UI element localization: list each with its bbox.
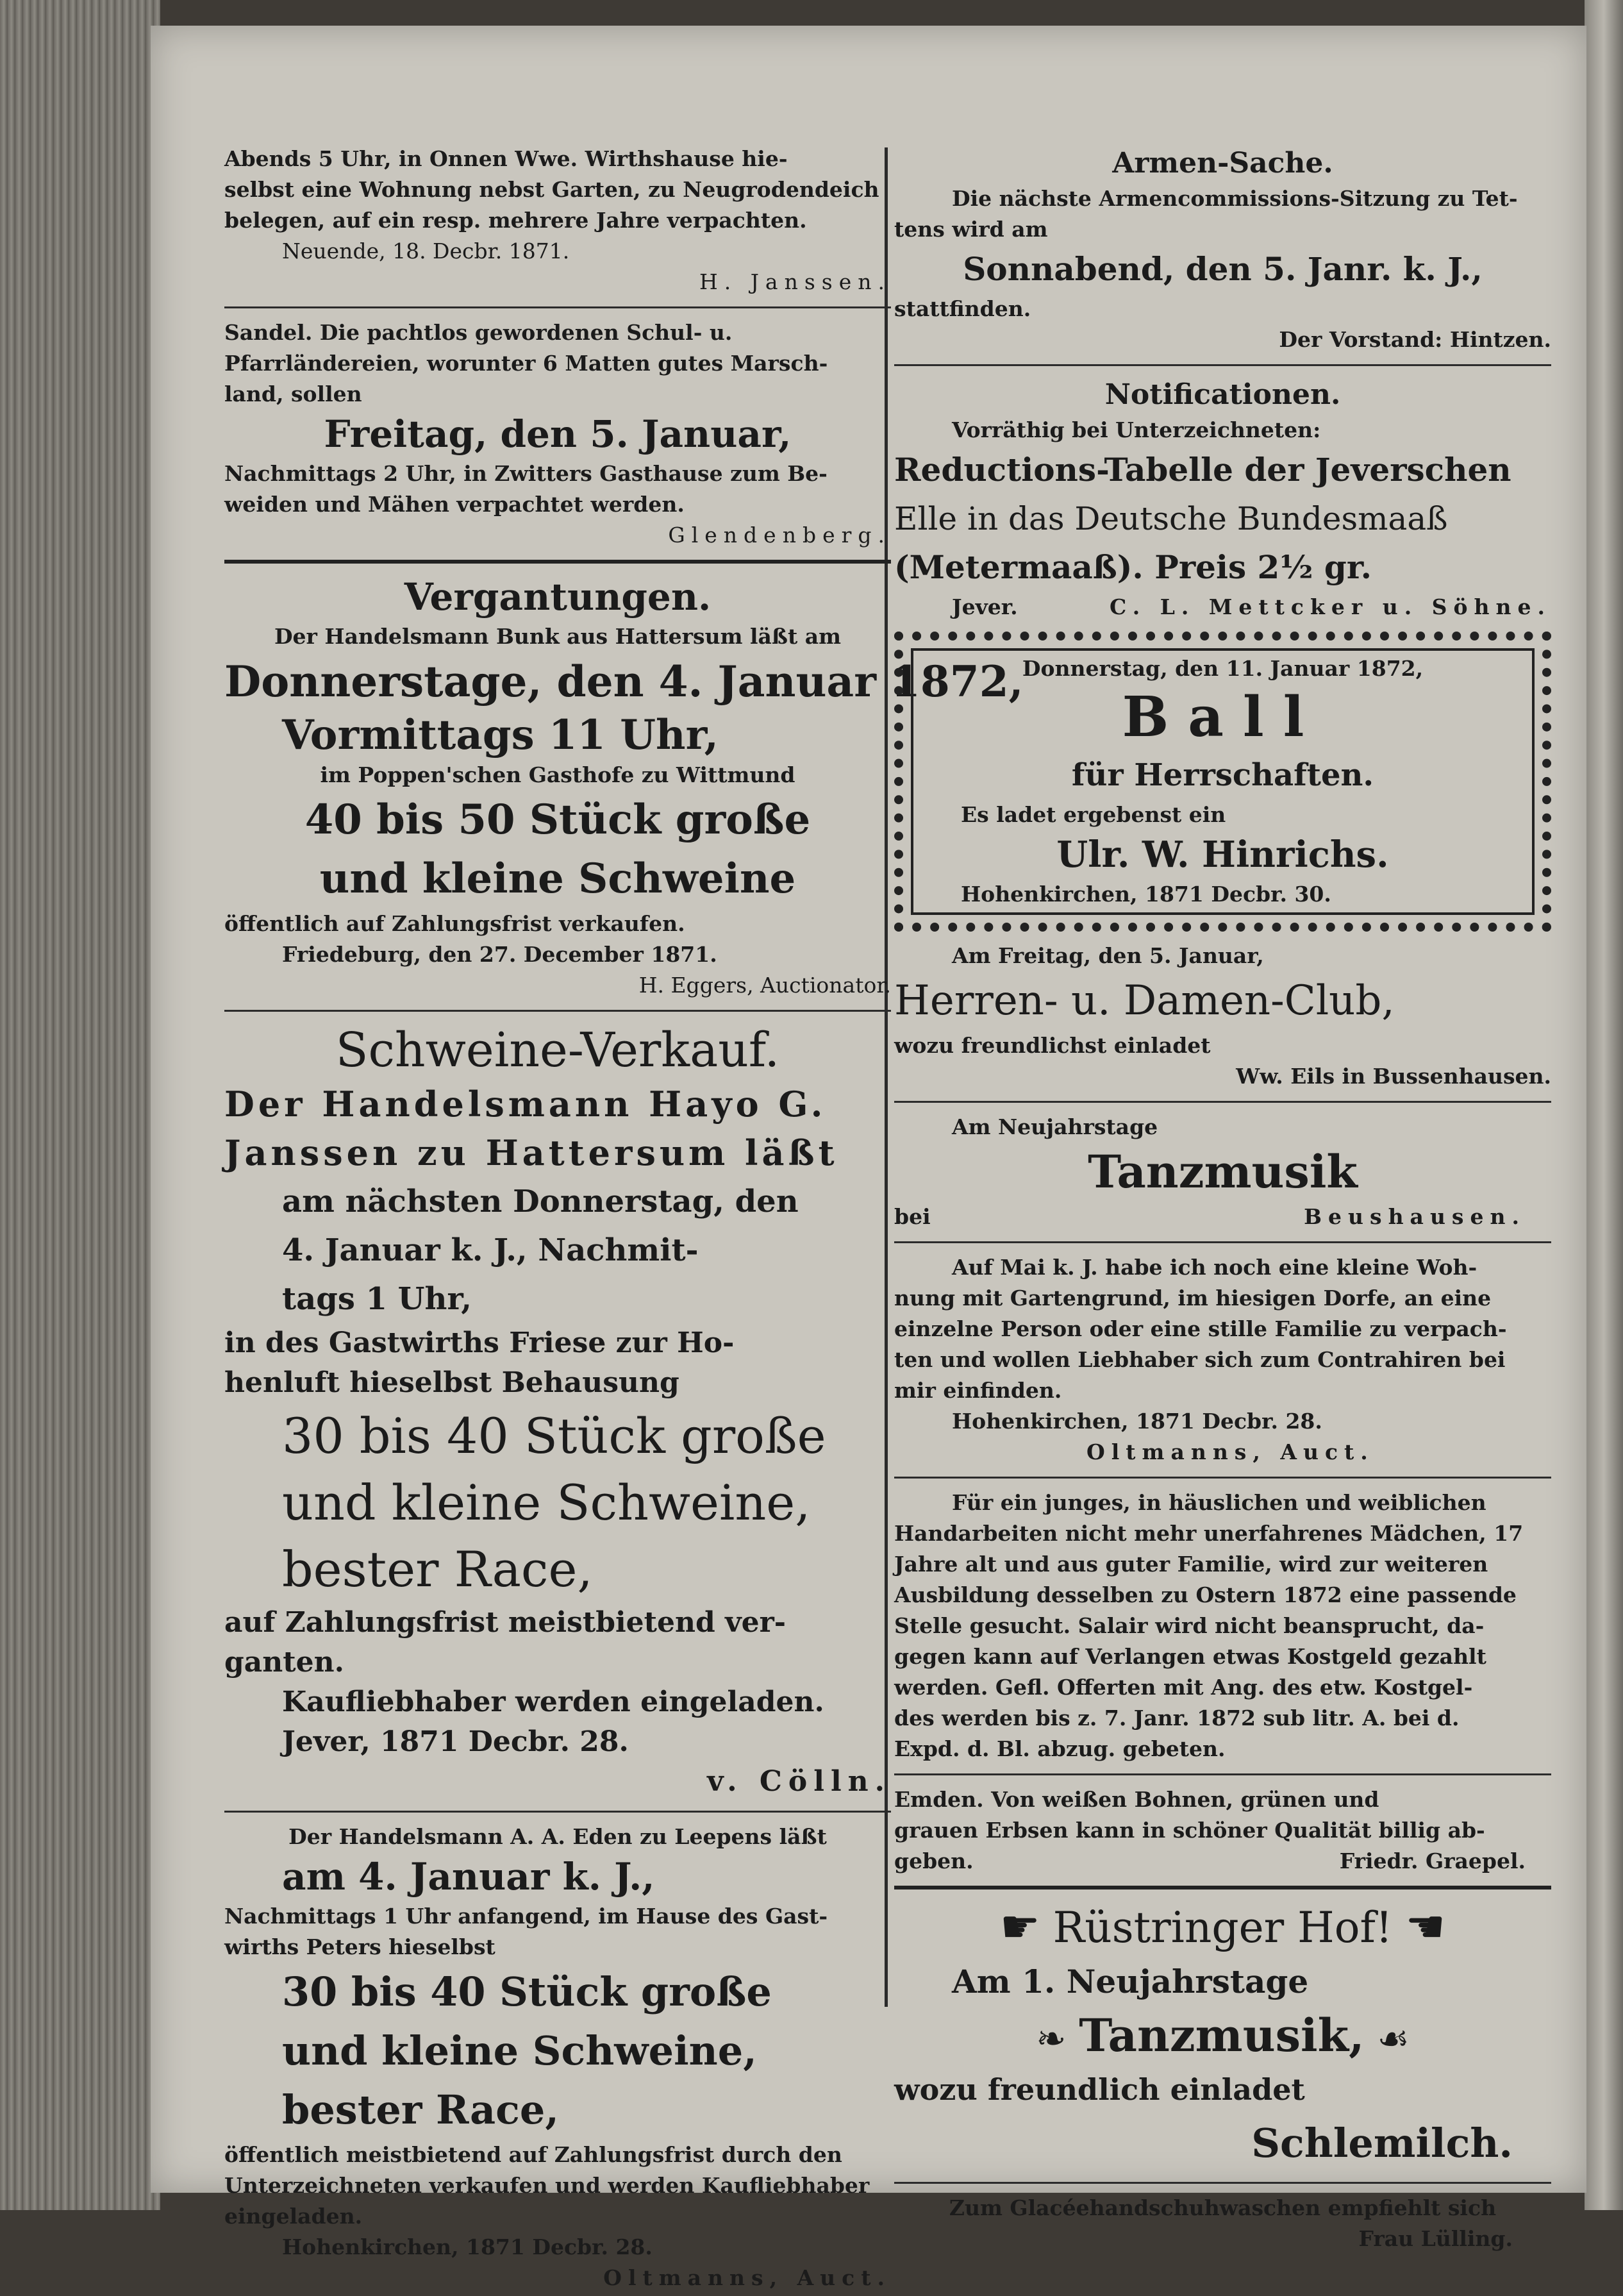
- signature: Oltmanns, Auct.: [1086, 1439, 1374, 1464]
- footer-row: [894, 1846, 1551, 1877]
- text-line: gegen kann auf Verlangen etwas Kostgeld gezahlt: [894, 1644, 1486, 1669]
- goods-line: und kleine Schweine,: [282, 2027, 757, 2074]
- text-line: ganten.: [224, 1646, 344, 1679]
- signature: C. L. Mettcker u. Söhne.: [1110, 594, 1551, 619]
- text-line: Sandel. Die pachtlos gewordenen Schul- u.: [224, 320, 733, 345]
- ad-sandel-pacht: [224, 315, 891, 553]
- headline: Rüstringer Hof!: [1053, 1903, 1393, 1952]
- text-line: Stelle gesucht. Salair wird nicht beansprucht, da-: [894, 1613, 1485, 1638]
- text-line: Der Handelsmann Bunk aus Hattersum läßt am: [274, 624, 842, 649]
- headline: am 4. Januar k. J.,: [282, 1855, 655, 1898]
- text-line: Donnerstag, den 11. Januar 1872,: [1022, 656, 1424, 681]
- text-line: Janssen zu Hattersum läßt: [224, 1132, 838, 1173]
- text-line: Emden. Von weißen Bohnen, grünen und: [894, 1787, 1379, 1812]
- goods-line: 30 bis 40 Stück große: [282, 1407, 826, 1464]
- notice-footer: [894, 592, 1551, 623]
- divider-rule: [224, 306, 891, 308]
- subheading: Am 1. Neujahrstage: [952, 1963, 1309, 2000]
- goods-line: bester Race,: [282, 2086, 559, 2133]
- text-line: in des Gastwirths Friese zur Ho-: [224, 1327, 735, 1359]
- host-name: Schlemilch.: [1251, 2120, 1513, 2166]
- headline: Vormittags 11 Uhr,: [282, 711, 719, 759]
- event-row: [894, 2006, 1551, 2065]
- text-line: Am Neujahrstage: [952, 1114, 1158, 1139]
- newspaper-page: [151, 26, 1586, 2290]
- ad-armen-sache: [894, 141, 1551, 358]
- signature: Oltmanns, Auct.: [603, 2265, 891, 2290]
- text-line: henluft hieselbst Behausung: [224, 1366, 679, 1399]
- divider-rule: [894, 1477, 1551, 1479]
- text-line: Jahre alt und aus guter Familie, wird zur weiteren: [894, 1552, 1488, 1577]
- text-line: land, sollen: [224, 381, 362, 406]
- ball-announcement-frame: [894, 632, 1551, 932]
- signature: Der Vorstand: Hintzen.: [1279, 327, 1551, 352]
- signature: Friedr. Graepel.: [1339, 1848, 1526, 1873]
- headline: Freitag, den 5. Januar,: [324, 412, 792, 456]
- ad-wohnung-mai: [894, 1250, 1551, 1470]
- ad-herren-damen-club: [894, 938, 1551, 1094]
- text-line: werden. Gefl. Offerten mit Ang. des etw. Kostgel-: [894, 1675, 1473, 1700]
- divider-rule: [224, 560, 891, 564]
- dateline: Jever, 1871 Decbr. 28.: [282, 1725, 629, 1758]
- goods-line: 30 bis 40 Stück große: [282, 1968, 772, 2015]
- text-line: im Poppen'schen Gasthofe zu Wittmund: [320, 762, 795, 787]
- title-row: [894, 1898, 1551, 1957]
- ornament-flourish-icon: ❧: [1036, 2018, 1067, 2060]
- dateline: Neuende, 18. Decbr. 1871.: [282, 239, 570, 264]
- pointing-hand-right-icon: ☛: [999, 1900, 1040, 1953]
- ad-neuende-wohnung: [224, 141, 891, 300]
- divider-rule: [894, 2182, 1551, 2184]
- text-line: tens wird am: [894, 217, 1048, 242]
- place-label: Jever.: [952, 594, 1018, 619]
- signature: H. Janssen.: [699, 269, 891, 294]
- text-line: nung mit Gartengrund, im hiesigen Dorfe, an eine: [894, 1286, 1492, 1311]
- headline: Sonnabend, den 5. Janr. k. J.,: [963, 250, 1483, 288]
- divider-rule: [894, 1886, 1551, 1890]
- ad-notificationen: [894, 373, 1551, 625]
- section-heading: Vergantungen.: [404, 575, 712, 619]
- divider-rule: [224, 1010, 891, 1012]
- text-line: wozu freundlichst einladet: [894, 1033, 1211, 1058]
- dateline: Hohenkirchen, 1871 Decbr. 28.: [952, 1409, 1322, 1434]
- headline: Reductions-Tabelle der Jeverschen: [894, 451, 1511, 489]
- headline: Donnerstage, den 4. Januar 1872,: [224, 657, 1024, 707]
- text-line: Handarbeiten nicht mehr unerfahrenes Mädchen, 17: [894, 1521, 1524, 1546]
- headline: Ball: [1122, 685, 1324, 750]
- dateline: Hohenkirchen, 1871 Decbr. 28.: [282, 2234, 653, 2259]
- text-line: Ausbildung desselben zu Ostern 1872 eine passende: [894, 1582, 1517, 1607]
- text-line: geben.: [894, 1848, 974, 1873]
- text-line: Nachmittags 2 Uhr, in Zwitters Gasthause zum Be-: [224, 461, 828, 486]
- text-line: grauen Erbsen kann in schöner Qualität billig ab-: [894, 1818, 1485, 1843]
- section-heading: Notificationen.: [1104, 378, 1341, 411]
- text-line: Abends 5 Uhr, in Onnen Wwe. Wirthshause hie-: [224, 146, 788, 171]
- text-line: Für ein junges, in häuslichen und weiblichen: [952, 1490, 1486, 1515]
- ad-schweine-verkauf: [224, 1018, 891, 1804]
- pointing-hand-left-icon: ☚: [1405, 1900, 1446, 1953]
- signature: Glendenberg.: [668, 523, 891, 548]
- text-line: ten und wollen Liebhaber sich zum Contrahiren bei: [894, 1347, 1506, 1372]
- divider-rule: [224, 1811, 891, 1813]
- text-line: einzelne Person oder eine stille Familie zu verpach-: [894, 1316, 1507, 1341]
- text-line: eingeladen.: [224, 2204, 363, 2229]
- text-line: Der Handelsmann Hayo G.: [224, 1084, 827, 1125]
- text-line: selbst eine Wohnung nebst Garten, zu Neugrodendeich: [224, 177, 879, 202]
- text-line: am nächsten Donnerstag, den: [282, 1184, 799, 1219]
- text-line: stattfinden.: [894, 296, 1031, 321]
- goods-line: und kleine Schweine,: [282, 1474, 811, 1531]
- text-line: Kaufliebhaber werden eingeladen.: [282, 1686, 824, 1718]
- book-page-edges: [0, 0, 160, 2210]
- ad-glacee-handschuh: [894, 2190, 1551, 2257]
- text-line: weiden und Mähen verpachtet werden.: [224, 492, 685, 517]
- ad-tanzmusik-beushausen: [894, 1109, 1551, 1235]
- divider-rule: [894, 364, 1551, 366]
- ornament-flourish-icon: ☙: [1377, 2018, 1410, 2060]
- signature: v. Cölln.: [707, 1765, 891, 1798]
- signature: Ww. Eils in Bussenhausen.: [1236, 1064, 1551, 1089]
- text-line: Es ladet ergebenst ein: [961, 802, 1226, 827]
- subheading: für Herrschaften.: [1071, 757, 1374, 793]
- headline: Tanzmusik: [1088, 1145, 1358, 1198]
- place-row: [894, 1202, 1551, 1232]
- text-line: Der Handelsmann A. A. Eden zu Leepens läßt: [288, 1824, 827, 1849]
- section-heading: Armen-Sache.: [1112, 147, 1333, 180]
- right-column: [894, 141, 1551, 2257]
- text-line: Am Freitag, den 5. Januar,: [952, 943, 1264, 968]
- text-line: wozu freundlich einladet: [894, 2072, 1305, 2107]
- text-line: auf Zahlungsfrist meistbietend ver-: [224, 1606, 787, 1639]
- text-line: Expd. d. Bl. abzug. gebeten.: [894, 1736, 1226, 1761]
- text-line: Nachmittags 1 Uhr anfangend, im Hause des Gast-: [224, 1904, 828, 1929]
- ad-stelle-gesucht: [894, 1485, 1551, 1767]
- text-line: Pfarrländereien, worunter 6 Matten gutes Marsch-: [224, 351, 828, 376]
- text-line: tags 1 Uhr,: [282, 1281, 472, 1317]
- text-line: öffentlich auf Zahlungsfrist verkaufen.: [224, 911, 685, 936]
- ad-ruestringer-hof: [894, 1896, 1551, 2175]
- divider-rule: [894, 1101, 1551, 1103]
- text-line: 4. Januar k. J., Nachmit-: [282, 1232, 699, 1268]
- goods-line: bester Race,: [282, 1541, 593, 1598]
- text-line: öffentlich meistbietend auf Zahlungsfrist durch den: [224, 2142, 842, 2167]
- text-line: Vorräthig bei Unterzeichneten:: [952, 417, 1321, 442]
- host-name: Ulr. W. Hinrichs.: [1056, 834, 1389, 876]
- signature: H. Eggers, Auctionator.: [638, 973, 891, 998]
- goods-line: und kleine Schweine: [319, 855, 796, 903]
- dateline: Hohenkirchen, 1871 Decbr. 30.: [961, 882, 1331, 907]
- section-heading: Schweine-Verkauf.: [335, 1023, 780, 1078]
- text-line: Auf Mai k. J. habe ich noch eine kleine Woh-: [952, 1255, 1477, 1280]
- dateline: Friedeburg, den 27. December 1871.: [282, 942, 717, 967]
- headline: Herren- u. Damen-Club,: [894, 977, 1395, 1025]
- text-line: des werden bis z. 7. Janr. 1872 sub litr. A. bei d.: [894, 1705, 1460, 1730]
- text-line: belegen, auf ein resp. mehrere Jahre verpachten.: [224, 208, 807, 233]
- text-line: Unterzeichneten verkaufen und werden Kaufliebhaber: [224, 2173, 870, 2198]
- text-line: mir einfinden.: [894, 1378, 1062, 1403]
- headline: (Metermaaß). Preis 2½ gr.: [894, 548, 1372, 586]
- ad-eden-leepens: [224, 1819, 891, 2296]
- goods-line: 40 bis 50 Stück große: [304, 796, 811, 844]
- signature: Frau Lülling.: [1358, 2226, 1513, 2251]
- headline: Elle in das Deutsche Bundesmaaß: [894, 500, 1448, 537]
- divider-rule: [894, 1773, 1551, 1775]
- divider-rule: [894, 1241, 1551, 1243]
- text-line: Zum Glacéehandschuhwaschen empfiehlt sich: [949, 2195, 1497, 2220]
- ad-emden-bohnen: [894, 1782, 1551, 1879]
- headline: Tanzmusik,: [1079, 2009, 1365, 2062]
- place-prefix: bei: [894, 1204, 931, 1229]
- text-line: wirths Peters hieselbst: [224, 1934, 495, 1959]
- book-binding-edge: [1585, 0, 1623, 2210]
- text-line: Die nächste Armencommissions-Sitzung zu Tet-: [952, 186, 1518, 211]
- place-name: Beushausen.: [1304, 1204, 1526, 1229]
